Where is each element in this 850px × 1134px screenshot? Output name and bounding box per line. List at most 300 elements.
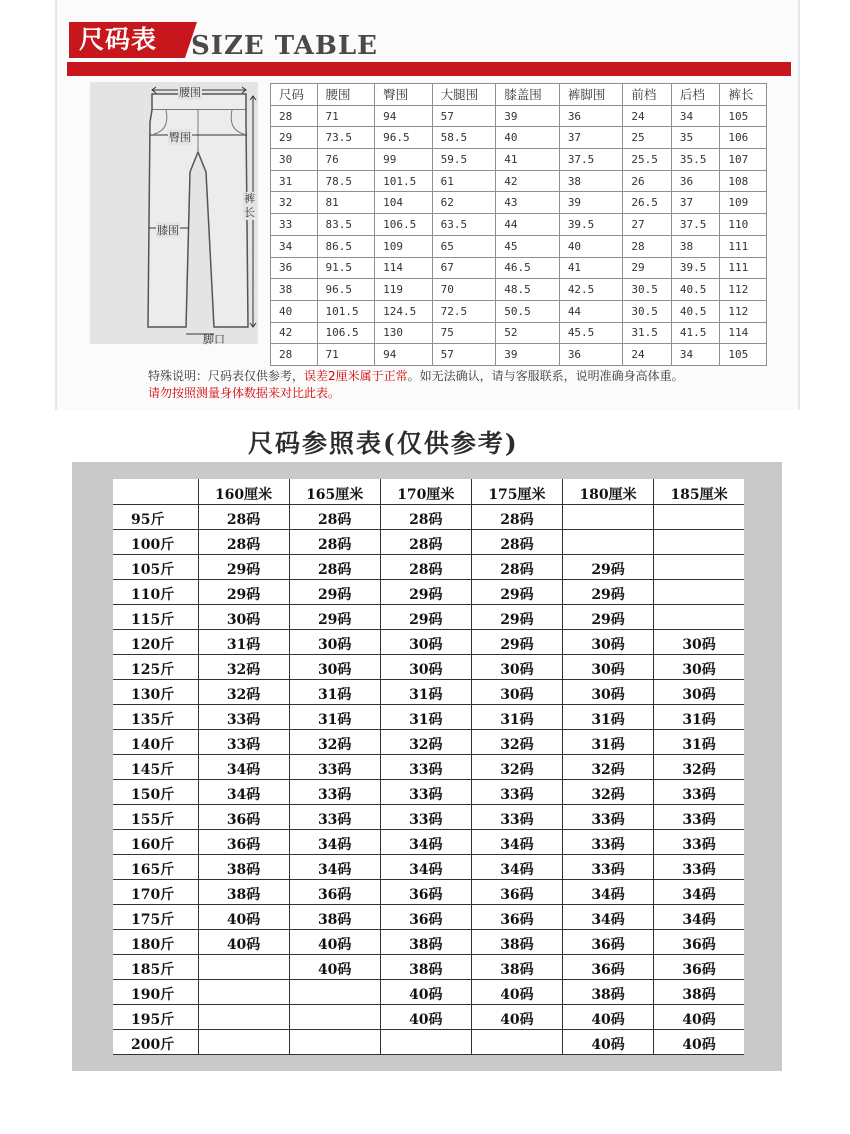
reference-table-header-row [113, 479, 744, 504]
hip-label: 臀围 [169, 131, 191, 144]
table-cell: 30码 [289, 629, 380, 654]
table-cell: 32码 [471, 729, 562, 754]
table-cell: 36码 [471, 879, 562, 904]
table-cell: 33码 [380, 754, 471, 779]
table-cell: 26 [623, 170, 672, 192]
size-chart-badge: 尺码表 [69, 22, 185, 58]
table-cell: 28码 [289, 504, 380, 529]
table-cell: 32码 [289, 729, 380, 754]
table-cell: 34码 [471, 854, 562, 879]
table-cell: 38 [271, 279, 318, 301]
table-cell [654, 604, 744, 629]
table-cell: 108 [720, 170, 767, 192]
table-cell [654, 554, 744, 579]
table-row [113, 804, 744, 829]
table-row [271, 235, 767, 257]
note-line-1 [148, 368, 684, 385]
table-cell: 101.5 [317, 300, 375, 322]
table-row [271, 149, 767, 171]
hem-label: 脚口 [203, 333, 225, 346]
table-cell: 71 [317, 105, 375, 127]
column-header: 臀围 [375, 84, 433, 106]
table-cell: 42 [271, 322, 318, 344]
table-cell: 29码 [471, 579, 562, 604]
table-cell: 135斤 [113, 704, 198, 729]
column-header: 前档 [623, 84, 672, 106]
table-cell: 62 [432, 192, 496, 214]
table-cell: 25 [623, 127, 672, 149]
length-label: 裤长 [244, 192, 255, 219]
table-cell: 67 [432, 257, 496, 279]
table-cell: 29码 [198, 554, 289, 579]
table-cell: 155斤 [113, 804, 198, 829]
table-cell: 100斤 [113, 529, 198, 554]
table-row [113, 954, 744, 979]
table-cell: 34码 [198, 754, 289, 779]
table-cell: 40码 [471, 979, 562, 1004]
table-cell: 42.5 [559, 279, 623, 301]
table-cell: 33码 [471, 779, 562, 804]
table-row [113, 829, 744, 854]
table-cell: 38 [559, 170, 623, 192]
table-cell: 31码 [654, 729, 744, 754]
table-cell: 70 [432, 279, 496, 301]
table-cell: 30码 [471, 679, 562, 704]
table-cell: 185斤 [113, 954, 198, 979]
table-cell: 37.5 [671, 214, 720, 236]
table-cell: 35.5 [671, 149, 720, 171]
table-cell [198, 979, 289, 1004]
table-cell: 101.5 [375, 170, 433, 192]
table-row [271, 214, 767, 236]
table-cell: 38码 [471, 954, 562, 979]
table-cell: 36 [559, 344, 623, 366]
table-cell: 28码 [380, 504, 471, 529]
table-cell: 29 [271, 127, 318, 149]
waist-label: 腰围 [179, 86, 201, 99]
table-cell: 78.5 [317, 170, 375, 192]
table-cell: 40码 [289, 954, 380, 979]
table-cell: 28码 [471, 504, 562, 529]
table-cell: 31码 [380, 679, 471, 704]
table-cell: 111 [720, 235, 767, 257]
column-header: 膝盖围 [496, 84, 560, 106]
table-cell: 44 [559, 300, 623, 322]
table-row [271, 127, 767, 149]
table-cell: 45.5 [559, 322, 623, 344]
table-cell: 36码 [471, 904, 562, 929]
table-cell [198, 1029, 289, 1054]
table-cell: 180斤 [113, 929, 198, 954]
red-divider-bar [67, 62, 791, 76]
table-cell: 28码 [471, 554, 562, 579]
table-cell: 31码 [289, 704, 380, 729]
table-cell: 40码 [289, 929, 380, 954]
table-cell: 32码 [654, 754, 744, 779]
table-cell: 31 [271, 170, 318, 192]
table-cell: 28码 [380, 529, 471, 554]
table-row [113, 654, 744, 679]
table-row [113, 1004, 744, 1029]
table-cell: 40 [559, 235, 623, 257]
column-header: 170厘米 [380, 479, 471, 504]
table-cell: 30码 [380, 629, 471, 654]
note-line-2: 请勿按照测量身体数据来对比此表。 [148, 386, 341, 400]
table-cell: 40码 [654, 1004, 744, 1029]
table-cell: 34 [271, 235, 318, 257]
table-cell: 72.5 [432, 300, 496, 322]
table-cell: 25.5 [623, 149, 672, 171]
column-header: 180厘米 [563, 479, 654, 504]
table-cell: 36码 [198, 804, 289, 829]
table-cell: 58.5 [432, 127, 496, 149]
table-row [113, 579, 744, 604]
table-row [113, 929, 744, 954]
table-cell: 41 [496, 149, 560, 171]
table-cell: 170斤 [113, 879, 198, 904]
table-cell: 109 [375, 235, 433, 257]
special-note [148, 368, 684, 402]
table-cell: 105 [720, 105, 767, 127]
table-cell: 125斤 [113, 654, 198, 679]
table-cell: 36 [671, 170, 720, 192]
table-cell [563, 529, 654, 554]
table-cell: 36码 [654, 929, 744, 954]
size-table-header-row [271, 84, 767, 106]
table-cell: 28码 [198, 529, 289, 554]
table-cell: 112 [720, 279, 767, 301]
table-cell: 38码 [563, 979, 654, 1004]
table-cell: 36 [271, 257, 318, 279]
table-cell: 110斤 [113, 579, 198, 604]
table-cell: 36码 [563, 954, 654, 979]
column-header: 175厘米 [471, 479, 562, 504]
table-cell: 30码 [654, 654, 744, 679]
table-cell: 30码 [563, 679, 654, 704]
table-cell: 114 [720, 322, 767, 344]
table-cell: 165斤 [113, 854, 198, 879]
table-cell: 30码 [563, 629, 654, 654]
table-cell: 29码 [380, 604, 471, 629]
table-cell: 130斤 [113, 679, 198, 704]
table-cell: 75 [432, 322, 496, 344]
table-cell: 33码 [380, 779, 471, 804]
table-cell: 40 [271, 300, 318, 322]
table-row [271, 105, 767, 127]
table-cell: 29码 [198, 579, 289, 604]
table-cell: 65 [432, 235, 496, 257]
table-cell: 36码 [563, 929, 654, 954]
table-cell: 32码 [198, 679, 289, 704]
table-cell: 28码 [198, 504, 289, 529]
table-cell: 120斤 [113, 629, 198, 654]
table-cell: 38码 [380, 929, 471, 954]
table-row [113, 979, 744, 1004]
table-cell: 33码 [380, 804, 471, 829]
table-cell: 29 [623, 257, 672, 279]
table-cell: 57 [432, 105, 496, 127]
table-cell [198, 1004, 289, 1029]
table-cell: 50.5 [496, 300, 560, 322]
table-cell: 40码 [471, 1004, 562, 1029]
table-cell: 40码 [563, 1004, 654, 1029]
table-cell: 39.5 [559, 214, 623, 236]
table-cell: 34码 [380, 829, 471, 854]
table-cell: 109 [720, 192, 767, 214]
table-cell: 29码 [289, 579, 380, 604]
table-row [113, 754, 744, 779]
table-cell: 38码 [289, 904, 380, 929]
table-cell: 81 [317, 192, 375, 214]
table-cell: 33码 [289, 754, 380, 779]
table-cell: 105斤 [113, 554, 198, 579]
table-cell: 40 [496, 127, 560, 149]
table-cell: 33码 [654, 804, 744, 829]
table-cell [471, 1029, 562, 1054]
reference-table-title: 尺码参照表(仅供参考) [248, 429, 519, 458]
table-cell: 30码 [198, 604, 289, 629]
table-cell: 30.5 [623, 279, 672, 301]
table-cell: 63.5 [432, 214, 496, 236]
table-cell [380, 1029, 471, 1054]
table-cell: 45 [496, 235, 560, 257]
column-header: 160厘米 [198, 479, 289, 504]
table-cell: 34码 [289, 854, 380, 879]
table-cell: 111 [720, 257, 767, 279]
table-row [113, 879, 744, 904]
table-cell: 39 [559, 192, 623, 214]
table-cell: 114 [375, 257, 433, 279]
table-cell: 41.5 [671, 322, 720, 344]
table-cell: 36码 [380, 879, 471, 904]
table-cell: 94 [375, 344, 433, 366]
table-cell: 37 [671, 192, 720, 214]
table-cell: 38码 [654, 979, 744, 1004]
knee-label: 膝围 [157, 224, 179, 237]
table-cell: 73.5 [317, 127, 375, 149]
column-header: 165厘米 [289, 479, 380, 504]
note-text-red: 误差2厘米属于正常 [304, 369, 408, 383]
table-cell: 32码 [380, 729, 471, 754]
table-row [113, 904, 744, 929]
table-cell [563, 504, 654, 529]
table-cell: 91.5 [317, 257, 375, 279]
table-row [113, 504, 744, 529]
table-cell: 36码 [380, 904, 471, 929]
table-cell: 31.5 [623, 322, 672, 344]
table-cell: 59.5 [432, 149, 496, 171]
table-cell: 33码 [654, 829, 744, 854]
table-cell: 33码 [654, 854, 744, 879]
table-cell [289, 1029, 380, 1054]
reference-table [113, 479, 744, 1055]
table-cell: 29码 [563, 604, 654, 629]
table-row [271, 344, 767, 366]
table-cell: 33码 [563, 829, 654, 854]
table-cell: 29码 [563, 579, 654, 604]
column-header: 后档 [671, 84, 720, 106]
table-cell: 33码 [654, 779, 744, 804]
table-row [113, 854, 744, 879]
table-cell: 41 [559, 257, 623, 279]
table-cell: 28码 [471, 529, 562, 554]
table-row [271, 300, 767, 322]
table-cell: 32码 [471, 754, 562, 779]
table-cell: 34码 [654, 904, 744, 929]
table-cell: 31码 [563, 704, 654, 729]
table-cell: 110 [720, 214, 767, 236]
table-cell: 52 [496, 322, 560, 344]
table-cell: 106.5 [317, 322, 375, 344]
table-row [113, 679, 744, 704]
table-cell: 190斤 [113, 979, 198, 1004]
table-row [271, 170, 767, 192]
table-cell: 34码 [380, 854, 471, 879]
size-table-title: SIZE TABLE [191, 31, 378, 61]
table-cell: 37 [559, 127, 623, 149]
size-table-body [271, 105, 767, 365]
table-cell: 33码 [289, 779, 380, 804]
table-cell: 32 [271, 192, 318, 214]
table-cell: 115斤 [113, 604, 198, 629]
table-row [113, 604, 744, 629]
table-cell: 38码 [471, 929, 562, 954]
table-cell: 119 [375, 279, 433, 301]
table-cell: 44 [496, 214, 560, 236]
table-cell: 38码 [198, 879, 289, 904]
table-row [113, 1029, 744, 1054]
table-cell: 28 [271, 105, 318, 127]
table-cell: 34码 [563, 904, 654, 929]
table-row [113, 779, 744, 804]
column-header: 裤长 [720, 84, 767, 106]
table-cell: 104 [375, 192, 433, 214]
column-header: 裤脚围 [559, 84, 623, 106]
table-cell: 34 [671, 344, 720, 366]
table-cell: 38 [671, 235, 720, 257]
column-header: 尺码 [271, 84, 318, 106]
table-cell: 175斤 [113, 904, 198, 929]
table-cell: 28码 [289, 554, 380, 579]
table-cell: 130 [375, 322, 433, 344]
table-cell: 30 [271, 149, 318, 171]
table-cell: 29码 [563, 554, 654, 579]
table-cell: 33 [271, 214, 318, 236]
table-cell: 40码 [380, 979, 471, 1004]
table-cell: 33码 [198, 729, 289, 754]
table-cell: 28 [623, 235, 672, 257]
table-cell: 34码 [654, 879, 744, 904]
table-row [113, 729, 744, 754]
table-cell: 29码 [380, 579, 471, 604]
table-row [271, 257, 767, 279]
table-row [271, 322, 767, 344]
table-cell: 30码 [654, 679, 744, 704]
table-cell: 36码 [198, 829, 289, 854]
table-cell: 112 [720, 300, 767, 322]
reference-table-body [113, 504, 744, 1054]
table-cell: 29码 [471, 604, 562, 629]
column-header: 腰围 [317, 84, 375, 106]
table-cell: 30.5 [623, 300, 672, 322]
table-cell: 94 [375, 105, 433, 127]
table-cell: 43 [496, 192, 560, 214]
table-cell: 57 [432, 344, 496, 366]
table-cell [654, 529, 744, 554]
table-cell: 31码 [198, 629, 289, 654]
table-cell: 33码 [289, 804, 380, 829]
table-cell: 37.5 [559, 149, 623, 171]
table-cell: 34码 [563, 879, 654, 904]
table-cell: 34码 [289, 829, 380, 854]
table-row [113, 629, 744, 654]
table-cell: 34码 [198, 779, 289, 804]
table-cell: 31码 [563, 729, 654, 754]
table-cell: 40.5 [671, 279, 720, 301]
table-cell: 83.5 [317, 214, 375, 236]
table-row [113, 529, 744, 554]
table-cell: 200斤 [113, 1029, 198, 1054]
table-row [271, 192, 767, 214]
table-cell: 31码 [380, 704, 471, 729]
table-cell [289, 979, 380, 1004]
table-cell: 140斤 [113, 729, 198, 754]
table-cell: 34 [671, 105, 720, 127]
table-cell: 99 [375, 149, 433, 171]
table-cell: 107 [720, 149, 767, 171]
table-cell: 36码 [289, 879, 380, 904]
table-cell: 24 [623, 344, 672, 366]
table-cell: 76 [317, 149, 375, 171]
column-header: 大腿围 [432, 84, 496, 106]
table-cell: 30码 [471, 654, 562, 679]
table-row [113, 704, 744, 729]
table-cell [198, 954, 289, 979]
table-cell: 28码 [380, 554, 471, 579]
table-cell: 39 [496, 344, 560, 366]
table-cell: 96.5 [375, 127, 433, 149]
size-table [270, 83, 767, 366]
table-cell: 39.5 [671, 257, 720, 279]
table-cell: 38码 [198, 854, 289, 879]
table-cell [654, 504, 744, 529]
table-cell: 40.5 [671, 300, 720, 322]
table-cell: 36 [559, 105, 623, 127]
table-cell: 46.5 [496, 257, 560, 279]
pants-outline-icon [90, 82, 258, 344]
table-cell: 61 [432, 170, 496, 192]
table-cell: 36码 [654, 954, 744, 979]
table-cell: 40码 [380, 1004, 471, 1029]
table-row [113, 554, 744, 579]
table-cell: 48.5 [496, 279, 560, 301]
table-cell: 124.5 [375, 300, 433, 322]
pants-measurement-diagram [90, 82, 258, 344]
table-cell: 195斤 [113, 1004, 198, 1029]
table-cell: 28码 [289, 529, 380, 554]
table-cell: 30码 [654, 629, 744, 654]
table-cell: 33码 [563, 854, 654, 879]
table-cell: 30码 [563, 654, 654, 679]
note-text-b: 。如无法确认，请与客服联系，说明准确身高体重。 [407, 369, 684, 383]
table-cell: 95斤 [113, 504, 198, 529]
table-cell: 160斤 [113, 829, 198, 854]
table-cell: 27 [623, 214, 672, 236]
table-cell: 32码 [563, 754, 654, 779]
table-cell: 29码 [471, 629, 562, 654]
table-cell: 30码 [289, 654, 380, 679]
table-cell: 31码 [654, 704, 744, 729]
